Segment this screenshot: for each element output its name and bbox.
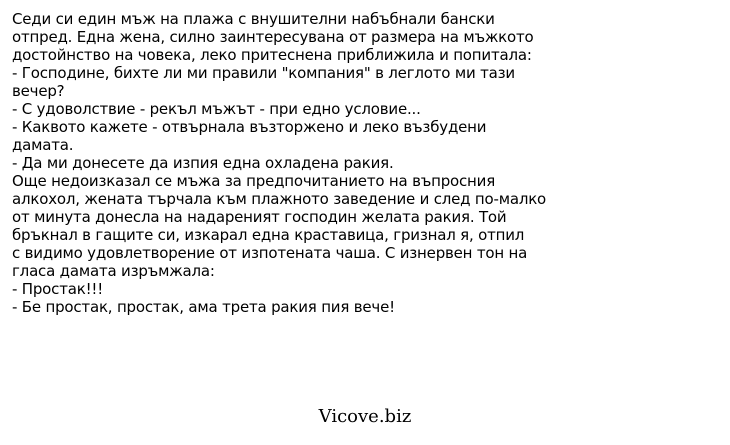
text-line: - Каквото кажете - отвърнала възторжено и леко възбудени xyxy=(12,118,487,136)
text-line: с видимо удовлетворение от изпотената чаша. С изнервен тон на xyxy=(12,244,528,262)
text-line: бръкнал в гащите си, изкарал една краставица, гризнал я, отпил xyxy=(12,226,525,244)
joke-text xyxy=(12,10,712,316)
text-line: от минута донесла на надареният господин желата ракия. Той xyxy=(12,208,507,226)
text-line: алкохол, жената търчала към плажното заведение и след по-малко xyxy=(12,190,547,208)
text-line: дамата. xyxy=(12,136,74,154)
text-line: вечер? xyxy=(12,82,65,100)
text-line: - Бе простак, простак, ама трета ракия пия вече! xyxy=(12,298,395,316)
text-line: достойнство на човека, леко притеснена приближила и попитала: xyxy=(12,46,532,64)
text-line: - С удоволствие - рекъл мъжът - при едно условие... xyxy=(12,100,421,118)
text-line: - Простак!!! xyxy=(12,280,104,298)
text-line: - Господине, бихте ли ми правили "компания" в леглото ми тази xyxy=(12,64,515,82)
text-line: Още недоизказал се мъжа за предпочитанието на въпросния xyxy=(12,172,496,190)
text-line: Седи си един мъж на плажа с внушителни набъбнали бански xyxy=(12,10,495,28)
site-watermark: Vicove.biz xyxy=(318,406,412,427)
text-line: - Да ми донесете да изпия една охладена ракия. xyxy=(12,154,394,172)
text-line: гласа дамата изръмжала: xyxy=(12,262,215,280)
text-line: отпред. Една жена, силно заинтересувана от размера на мъжкото xyxy=(12,28,534,46)
